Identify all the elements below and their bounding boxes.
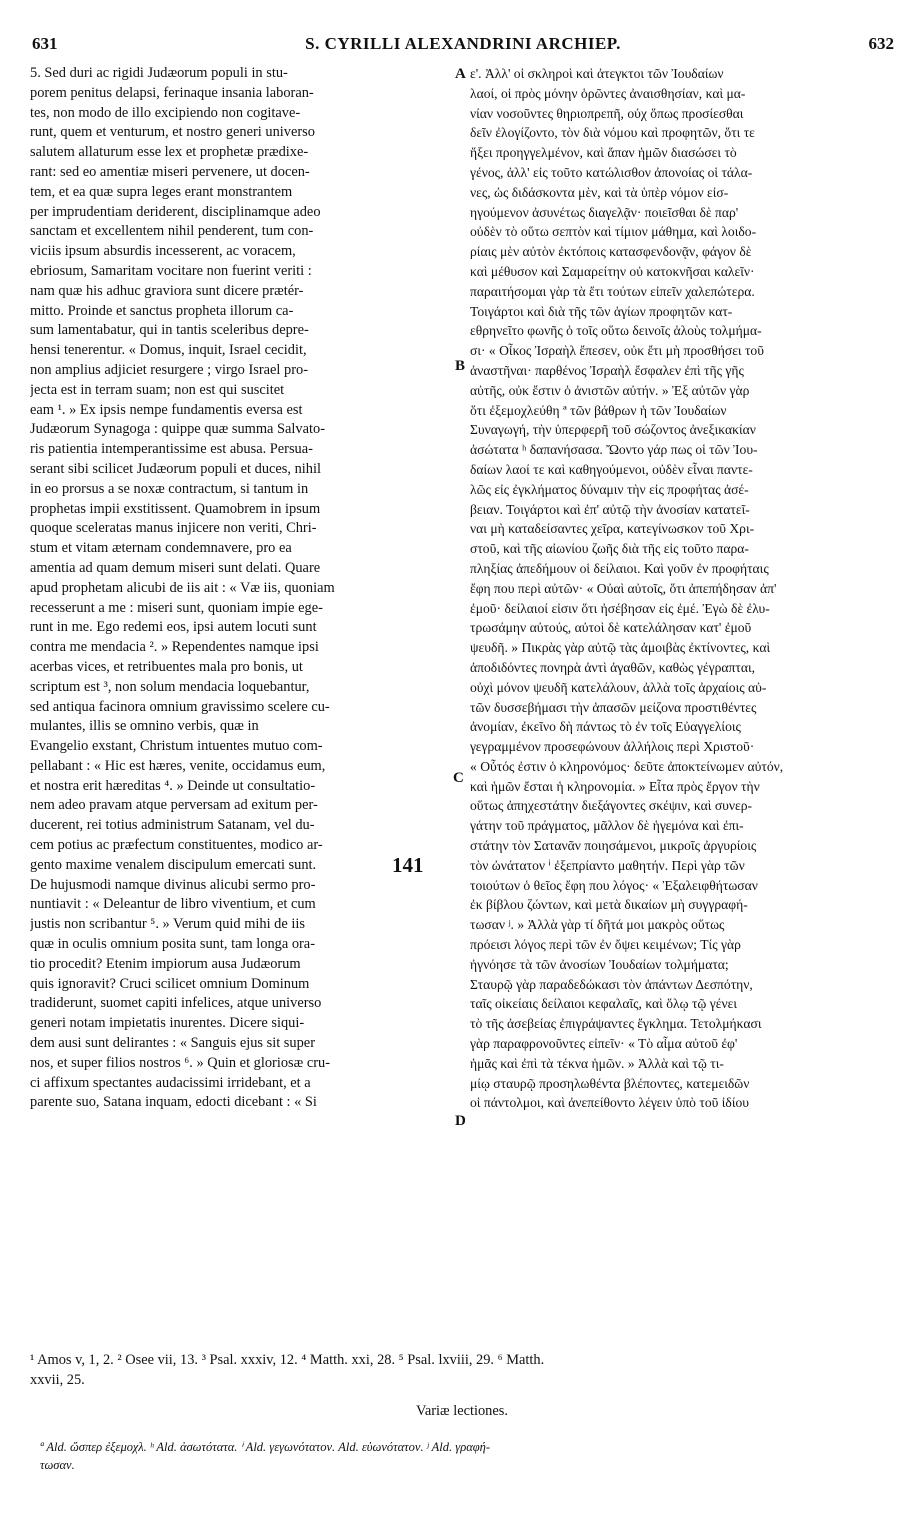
greek-text-line: αὐτῆς, οὐκ ἔστιν ὁ ἀνιστῶν αὐτήν. » Ἐξ αὐτῶν γὰρ bbox=[470, 382, 750, 398]
greek-text-line: ἀποδιδόντες πονηρὰ ἀντὶ ἀγαθῶν, καθὼς γέγραπται, bbox=[470, 659, 756, 675]
latin-text-line: salutem allaturum esse lex et prophetæ prædixe- bbox=[30, 144, 309, 161]
latin-text-line: scriptum est ³, non solum mendacia loquebantur, bbox=[30, 678, 310, 695]
greek-text-line: παραιτήσομαι γὰρ τὰ ἔτι τούτων εἰπεῖν χαλεπώτερα. bbox=[470, 283, 755, 299]
greek-text-line: νες, ὡς διδάσκοντα μὲν, καὶ τὰ ὑπὲρ νόμον εἰσ- bbox=[470, 184, 729, 200]
latin-text-line: ris patientia intemperantissime est abusa. Persua- bbox=[30, 441, 313, 458]
margin-letter-d: D bbox=[455, 1113, 466, 1129]
greek-text-line: Σταυρῷ γὰρ παραδεδώκασι τὸν ἁπάντων Δεσπότην, bbox=[470, 976, 753, 992]
greek-text-line: πρόεισι λόγος περὶ τῶν ἐν ὄψει κειμένων; Τίς γὰρ bbox=[470, 937, 741, 953]
latin-text-line: nam quæ his adhuc graviora sunt dicere prætér- bbox=[30, 282, 304, 299]
latin-text-line: quoque sceleratas manus injicere non veriti, Chri- bbox=[30, 520, 317, 537]
latin-text-line: generi notam impietatis inurentes. Dicere siqui- bbox=[30, 1015, 305, 1032]
greek-text-line: δεῖν ἐλογίζοντο, τὸν διὰ νόμου καὶ προφητῶν, ὅτι τε bbox=[470, 125, 755, 141]
footnote-line: ¹ Amos v, 1, 2. ² Osee vii, 13. ³ Psal. xxxiv, 12. ⁴ Matth. xxi, 28. ⁵ Psal. lxviii, 29. ⁶ Matth. bbox=[30, 1352, 545, 1368]
greek-text-line: ναι μὴ καταδείσαντες χεῖρα, κατεγίνωσκον τοῦ Χρι- bbox=[470, 521, 755, 537]
latin-text-line: cem potius ac præfectum constituentes, modico ar- bbox=[30, 837, 323, 854]
latin-text-line: mitto. Proinde et sanctus propheta illorum ca- bbox=[30, 302, 294, 319]
latin-text-line: nuntiavit : « Deleantur de libro viventium, et cum bbox=[30, 896, 316, 913]
latin-text-line: ducerent, rei totius administrum Satanam, vel du- bbox=[30, 817, 315, 834]
latin-text-line: justis non scribantur ⁵. » Verum quid mihi de iis bbox=[30, 916, 305, 933]
page-number-right: 632 bbox=[868, 34, 894, 53]
greek-text-line: ψευδῆ. » Πικρὰς γὰρ αὐτῷ τὰς ἀμοιβὰς ἐκτίνοντες, καὶ bbox=[470, 640, 771, 656]
latin-text-line: nos, et super filios nostros ⁶. » Quin et gloriosæ cru- bbox=[30, 1054, 330, 1071]
greek-text-line: ηγούμενον ἀσυνέτως διαγελᾷν· ποιεῖσθαι δὲ παρ' bbox=[470, 204, 739, 220]
latin-text-line: eam ¹. » Ex ipsis nempe fundamentis eversa est bbox=[30, 401, 303, 418]
latin-text-line: quæ in oculis omnium posita sunt, tam longa ora- bbox=[30, 936, 315, 953]
greek-text-line: στάτην τὸν Σατανᾶν ποιησάμενοι, μικροῖς ἀργυρίοις bbox=[470, 838, 757, 854]
page-header bbox=[32, 34, 894, 58]
latin-text-line: viciis ipsum absurdis incesserent, ac voracem, bbox=[30, 243, 296, 260]
latin-text-line: tio procedit? Etenim impiorum ausa Judæorum bbox=[30, 955, 301, 972]
greek-text-line: στοῦ, καὶ τῆς αἰωνίου ζωῆς διὰ τῆς εἰς τοῦτο παρα- bbox=[470, 541, 749, 557]
variae-lectiones-heading: Variæ lectiones. bbox=[416, 1403, 508, 1419]
greek-text-line: ἠγνόησε τὰ τῶν ἀνοσίων Ἰουδαίων τολμήματα; bbox=[470, 956, 729, 972]
greek-text-line: ἐκ βίβλου ζώντων, καὶ μετὰ δικαίων μὴ συγγραφή- bbox=[470, 897, 748, 913]
greek-text-line: γένος, ἀλλ' εἰς τοῦτο κατώλισθον ἀπονοίας οἱ τάλα- bbox=[470, 164, 753, 180]
latin-text-line: prophetas impii exstitissent. Quamobrem in ipsum bbox=[30, 500, 321, 517]
page-number-left: 631 bbox=[32, 34, 58, 53]
latin-text-line: gento maxime venalem discipulum emercati sunt. bbox=[30, 856, 317, 873]
latin-text-line: tradiderunt, suomet capiti infelices, atque universo bbox=[30, 995, 322, 1012]
latin-text-line: apud prophetam alicubi de iis ait : « Væ iis, quoniam bbox=[30, 579, 335, 596]
margin-letter-a: A bbox=[455, 66, 466, 82]
latin-text-line: De hujusmodi namque divinus alicubi sermo pro- bbox=[30, 876, 316, 893]
greek-text-line: « Οὗτός ἐστιν ὁ κληρονόμος· δεῦτε ἀποκτείνωμεν αὐτόν, bbox=[470, 758, 784, 774]
greek-text-line: γάτην τοῦ πράγματος, μᾶλλον δὲ ἡγεμόνα καὶ ἐπι- bbox=[470, 818, 744, 834]
greek-text-line: γεγραμμένον προσεφώνουν ἀλλήλοις περὶ Χριστοῦ· bbox=[470, 739, 755, 755]
latin-text-line: sed antiqua facinora omnium gravissimo scelere cu- bbox=[30, 698, 330, 715]
greek-text-line: οἱ πάντολμοι, καὶ ἀνεπείθοντο λέγειν ὑπὸ τοῦ ἰδίου bbox=[470, 1095, 750, 1111]
greek-column bbox=[470, 64, 892, 1113]
latin-text-line: Judæorum Synagoga : quippe quæ summa Salvato- bbox=[30, 421, 325, 438]
greek-text-line: Τοιγάρτοι καὶ διὰ τῆς τῶν ἁγίων προφητῶν κατ- bbox=[470, 303, 733, 319]
latin-text-line: hensi tenerentur. « Domus, inquit, Israel cecidit, bbox=[30, 342, 307, 359]
latin-text-line: amentia ad quam demum miseri sunt delati. Quare bbox=[30, 559, 321, 576]
variant-reading-line: ª Ald. ὤσπερ ἐξεμοχλ. ʰ Ald. ἀσωτότατα. ⁱ Ald. γεγωνότατον. Ald. εὐωνότατον. ʲ Ald. γραφή- bbox=[40, 1440, 491, 1454]
greek-text-line: τωσαν ʲ. » Ἀλλὰ γὰρ τί δῆτά μοι μακρὸς οὕτως bbox=[470, 917, 725, 933]
latin-text-line: jecta est in terram suam; non est qui suscitet bbox=[30, 381, 285, 398]
greek-text-line: ε'. Ἀλλ' οἱ σκληροὶ καὶ ἀτεγκτοι τῶν Ἰουδαίων bbox=[470, 66, 724, 81]
latin-text-line: acerbas vices, et retribuentes mala pro bonis, ut bbox=[30, 658, 303, 675]
greek-text-line: δαίων λαοί τε καὶ καθηγούμενοι, οὐδὲν εἶναι παντε- bbox=[470, 461, 753, 477]
latin-text-line: dem ausi sunt delirantes : « Sanguis ejus sit super bbox=[30, 1035, 315, 1052]
latin-text-line: ci affixum spectantes audacissimi irridebant, et a bbox=[30, 1074, 311, 1091]
greek-text-line: ἐμοῦ· δείλαιοί εἰσιν ὅτι ἠσέβησαν εἰς ἐμέ. Ἐγὼ δὲ ἐλυ- bbox=[470, 600, 770, 616]
footnotes bbox=[30, 1350, 900, 1390]
greek-text-line: ρίαις μὲν αὐτὸν ἐκτόποις κατασφενδονᾷν, φάγον δὲ bbox=[470, 244, 752, 260]
greek-text-line: καὶ μέθυσον καὶ Σαμαρείτην οὐ κατοκνῆσαι καλεῖν· bbox=[470, 263, 755, 279]
latin-text-line: per imprudentiam deriderent, disciplinamque adeo bbox=[30, 203, 321, 220]
latin-text-line: contra me mendacia ². » Rependentes namque ipsi bbox=[30, 639, 319, 656]
variae-lectiones bbox=[40, 1438, 900, 1474]
latin-text-line: pellabant : « Hic est hæres, venite, occidamus eum, bbox=[30, 757, 326, 774]
running-title: S. CYRILLI ALEXANDRINI ARCHIEP. bbox=[305, 34, 621, 53]
latin-text-line: sum lamentabatur, qui in tantis sceleribus depre- bbox=[30, 322, 309, 339]
migne-column-number: 141 bbox=[392, 853, 424, 877]
greek-text-line: οὐχὶ μόνον ψευδῆ κατελάλουν, ἀλλὰ τοῖς ἀρχαίοις αὐ- bbox=[470, 679, 767, 695]
latin-text-line: parente suo, Satana inquam, edocti dicebant : « Si bbox=[30, 1094, 317, 1111]
greek-text-line: τὸ τῆς ἀσεβείας ἐπιγράψαντες ἔγκλημα. Τετολμήκασι bbox=[470, 1016, 762, 1032]
greek-text-line: ἀνομίαν, ἐκεῖνο δὴ πάντως τὸ ἐν τοῖς Εὐαγγελίοις bbox=[470, 719, 741, 735]
latin-text-line: tem, et ea quæ supra leges erant monstrantem bbox=[30, 183, 293, 200]
latin-text-line: serant sibi scilicet Judæorum populi et duces, nihil bbox=[30, 460, 321, 477]
greek-text-line: τὸν ὠνάτατον ⁱ ἐξεπρίαντο μαθητήν. Περὶ γὰρ τῶν bbox=[470, 857, 745, 873]
greek-text-line: σι· « Οἶκος Ἰσραὴλ ἔπεσεν, οὐκ ἔτι μὴ προσθήσει τοῦ bbox=[470, 343, 764, 359]
margin-letter-b: B bbox=[455, 358, 466, 374]
margin-letter-c: C bbox=[453, 770, 464, 786]
latin-text-line: stum et vitam æternam condemnavere, pro ea bbox=[30, 540, 292, 557]
greek-text-line: ἀναστῆναι· παρθένος Ἰσραὴλ ἔσφαλεν ἐπὶ τῆς γῆς bbox=[470, 362, 744, 378]
greek-text-line: ὅτι ἐξεμοχλεύθη ª τῶν βάθρων ἡ τῶν Ἰουδαίων bbox=[470, 402, 727, 418]
latin-text-line: mulantes, illis se omnino verbis, quæ in bbox=[30, 718, 259, 735]
latin-text-line: sanctam et excellentem nihil penderent, tum con- bbox=[30, 223, 314, 240]
greek-text-line: Συναγωγή, τὴν ὑπερφερῆ τοῦ σώζοντος ἀνεξικακίαν bbox=[470, 422, 756, 438]
latin-text-line: rant: sed eo amentiæ miseri pervenere, ut docen- bbox=[30, 163, 310, 180]
greek-text-line: τρωσάμην αὐτούς, αὐτοὶ δὲ κατελάλησαν κατ' ἐμοῦ bbox=[470, 620, 752, 636]
greek-text-line: λαοί, οἱ πρὸς μόνην ὁρῶντες ἀναισθησίαν, καὶ μα- bbox=[470, 85, 746, 101]
greek-text-line: γὰρ παραφρονοῦντες εἰπεῖν· « Τὸ αἷμα αὐτοῦ ἐφ' bbox=[470, 1036, 738, 1052]
latin-text-line: ebriosum, Samaritam vocitare non fuerint veriti : bbox=[30, 262, 312, 279]
greek-text-line: τῶν δυσσεβήμασι τὴν ἁπασῶν μείζονα προστιθέντες bbox=[470, 699, 757, 715]
latin-text-line: recesserunt a me : miseri sunt, quoniam impie ege- bbox=[30, 599, 323, 616]
latin-text-line: porem penitus delapsi, ferinaque insania laboran- bbox=[30, 84, 314, 101]
latin-text-line: quis ignoravit? Cruci scilicet omnium Dominum bbox=[30, 975, 310, 992]
latin-text-line: nem adeo pravam atque perversam ad exitum per- bbox=[30, 797, 318, 814]
greek-text-line: οὕτως ἀπηχεστάτην διεξάγοντες σκέψιν, καὶ συνερ- bbox=[470, 798, 753, 814]
greek-text-line: ταῖς οἰκείαις δείλαιοι κεφαλαῖς, καὶ ὅλῳ τῷ γένει bbox=[470, 996, 738, 1012]
greek-text-line: βειαν. Τοιγάρτοι καὶ ἐπ' αὐτῷ τὴν ἀνοσίαν κατατεῖ- bbox=[470, 501, 750, 517]
latin-text-line: tes, non modo de illo excipiendo non cogitave- bbox=[30, 104, 301, 121]
greek-text-line: καὶ ἡμῶν ἔσται ἡ κληρονομία. » Εἶτα πρὸς ἔργον τὴν bbox=[470, 778, 760, 794]
latin-text-line: et nostra erit hæreditas ⁴. » Deinde ut consultatio- bbox=[30, 777, 316, 794]
greek-text-line: ἡμᾶς καὶ ἐπὶ τὰ τέκνα ἡμῶν. » Ἀλλὰ καὶ τῷ τι- bbox=[470, 1055, 724, 1071]
greek-text-line: πληξίας ἀπεδήμουν οἱ δείλαιοι. Καὶ γοῦν ἐν προφήταις bbox=[470, 560, 769, 576]
latin-text-line: in eo prorsus a se noxæ contractum, si tantum in bbox=[30, 480, 309, 497]
footnote-line: xxvii, 25. bbox=[30, 1372, 85, 1388]
latin-column bbox=[30, 64, 448, 1113]
greek-text-line: ἀσώτατα ʰ δαπανήσασα. Ὤοντο γάρ πως οἱ τῶν Ἰου- bbox=[470, 442, 758, 458]
greek-text-line: ἥξει προηγγελμένον, καὶ ἅπαν ἡμῶν διασώσει τὸ bbox=[470, 145, 737, 161]
latin-text-line: 5. Sed duri ac rigidi Judæorum populi in stu- bbox=[30, 65, 288, 81]
latin-text-line: non amplius adjiciet resurgere ; virgo Israel pro- bbox=[30, 361, 309, 378]
latin-text-line: Evangelio exstant, Christum intuentes mutuo com- bbox=[30, 738, 323, 755]
greek-text-line: λῶς εἰς ἐγκλήματος δύναμιν τὴν εἰς προφήτας ἀσέ- bbox=[470, 481, 749, 497]
latin-text-line: runt in me. Ego redemi eos, ipsi autem locuti sunt bbox=[30, 619, 317, 636]
latin-text-line: runt, quem et venturum, et nostro generi universo bbox=[30, 124, 315, 141]
greek-text-line: τοιούτων ὁ θεῖος ἔφη που λόγος· « Ἐξαλειφθήτωσαν bbox=[470, 877, 758, 893]
greek-text-line: οὐδὲν τὸ οὕτω σεπτὸν καὶ τίμιον μάθημα, καὶ λοιδο- bbox=[470, 224, 757, 240]
greek-text-line: νίαν νοσοῦντες θηριοπρεπῆ, οὐχ ὅπως προσίεσθαι bbox=[470, 105, 744, 121]
greek-text-line: μίῳ σταυρῷ προσηλωθέντα βλέποντες, κατεμειδῶν bbox=[470, 1075, 750, 1091]
greek-text-line: εθρηνεῖτο φωνῆς ὁ τοῖς οὕτω δεινοῖς ἁλοὺς τολμήμα- bbox=[470, 323, 762, 339]
variant-reading-line: τωσαν. bbox=[40, 1458, 75, 1472]
greek-text-line: ἔφη που περὶ αὐτῶν· « Οὐαὶ αὐτοῖς, ὅτι ἀπεπήδησαν ἀπ' bbox=[470, 580, 777, 596]
